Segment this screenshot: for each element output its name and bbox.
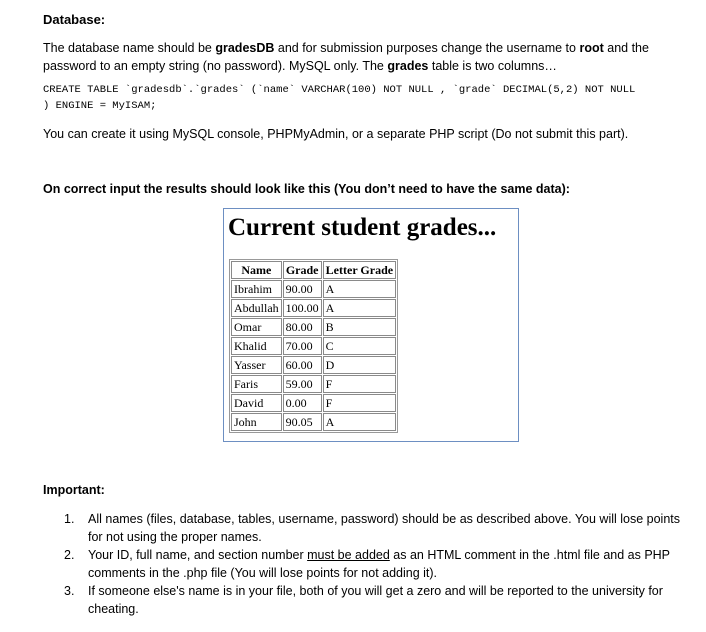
cell-name: Ibrahim	[231, 280, 282, 298]
sql-line-2: ) ENGINE = MyISAM;	[43, 100, 157, 112]
create-note: You can create it using MySQL console, PHPMyAdmin, or a separate PHP script (Do not submit this part).	[43, 127, 629, 141]
results-preview-box	[223, 208, 519, 442]
cell-letter: F	[323, 394, 396, 412]
username-value: root	[579, 41, 604, 55]
important-heading: Important:	[43, 483, 105, 497]
list-item	[64, 582, 690, 618]
db-name: gradesDB	[215, 41, 275, 55]
cell-name: John	[231, 413, 282, 431]
cell-grade: 80.00	[283, 318, 322, 336]
table-name: grades	[387, 59, 429, 73]
cell-grade: 100.00	[283, 299, 322, 317]
table-row	[231, 413, 396, 431]
cell-letter: C	[323, 337, 396, 355]
column-header: Grade	[283, 261, 322, 279]
cell-name: David	[231, 394, 282, 412]
cell-grade: 0.00	[283, 394, 322, 412]
table-row	[231, 394, 396, 412]
item-text: Your ID, full name, and section number	[88, 548, 308, 562]
list-number: 2.	[64, 548, 75, 562]
column-header: Letter Grade	[323, 261, 396, 279]
item-text: If someone else's name is in your file, both of you will get a zero and will be reported to the university for cheating.	[88, 584, 663, 616]
item-text: as an HTML comment in the .html file and as PHP comments in the .php file (You will lose points for not adding it).	[88, 548, 670, 580]
cell-grade: 70.00	[283, 337, 322, 355]
list-number: 1.	[64, 512, 75, 526]
cell-letter: A	[323, 413, 396, 431]
database-heading: Database:	[43, 12, 106, 27]
table-row	[231, 318, 396, 336]
cell-grade: 59.00	[283, 375, 322, 393]
item-underlined-text: must be added	[307, 548, 390, 562]
database-description	[43, 39, 683, 75]
cell-letter: D	[323, 356, 396, 374]
table-row	[231, 299, 396, 317]
cell-letter: A	[323, 299, 396, 317]
cell-name: Faris	[231, 375, 282, 393]
cell-letter: A	[323, 280, 396, 298]
sql-code-block	[43, 82, 703, 114]
cell-name: Yasser	[231, 356, 282, 374]
cell-name: Khalid	[231, 337, 282, 355]
desc-text-2: and for submission purposes change the username to	[274, 41, 580, 55]
table-row	[231, 280, 396, 298]
list-number: 3.	[64, 584, 75, 598]
table-row	[231, 356, 396, 374]
list-item	[64, 546, 690, 582]
cell-grade: 60.00	[283, 356, 322, 374]
desc-text-3: and the password to an empty string (no password). MySQL only. The	[43, 41, 649, 73]
cell-grade: 90.05	[283, 413, 322, 431]
table-row	[231, 375, 396, 393]
cell-grade: 90.00	[283, 280, 322, 298]
grades-table	[229, 259, 398, 433]
list-item	[64, 510, 690, 546]
cell-letter: B	[323, 318, 396, 336]
results-heading: On correct input the results should look like this (You don’t need to have the same data):	[43, 182, 570, 196]
cell-letter: F	[323, 375, 396, 393]
cell-name: Omar	[231, 318, 282, 336]
important-list	[64, 510, 690, 618]
item-text: All names (files, database, tables, username, password) should be as described above. You will lose points for not using the proper names.	[88, 512, 681, 544]
desc-text-4: table is two columns…	[428, 59, 557, 73]
desc-text-1: The database name should be	[43, 41, 216, 55]
cell-name: Abdullah	[231, 299, 282, 317]
column-header: Name	[231, 261, 282, 279]
table-row	[231, 337, 396, 355]
table-header-row	[231, 261, 396, 279]
sql-line-1: CREATE TABLE `gradesdb`.`grades` (`name` VARCHAR(100) NOT NULL , `grade` DECIMAL(5,2) NOT NULL	[43, 84, 636, 96]
preview-title: Current student grades...	[228, 214, 497, 241]
